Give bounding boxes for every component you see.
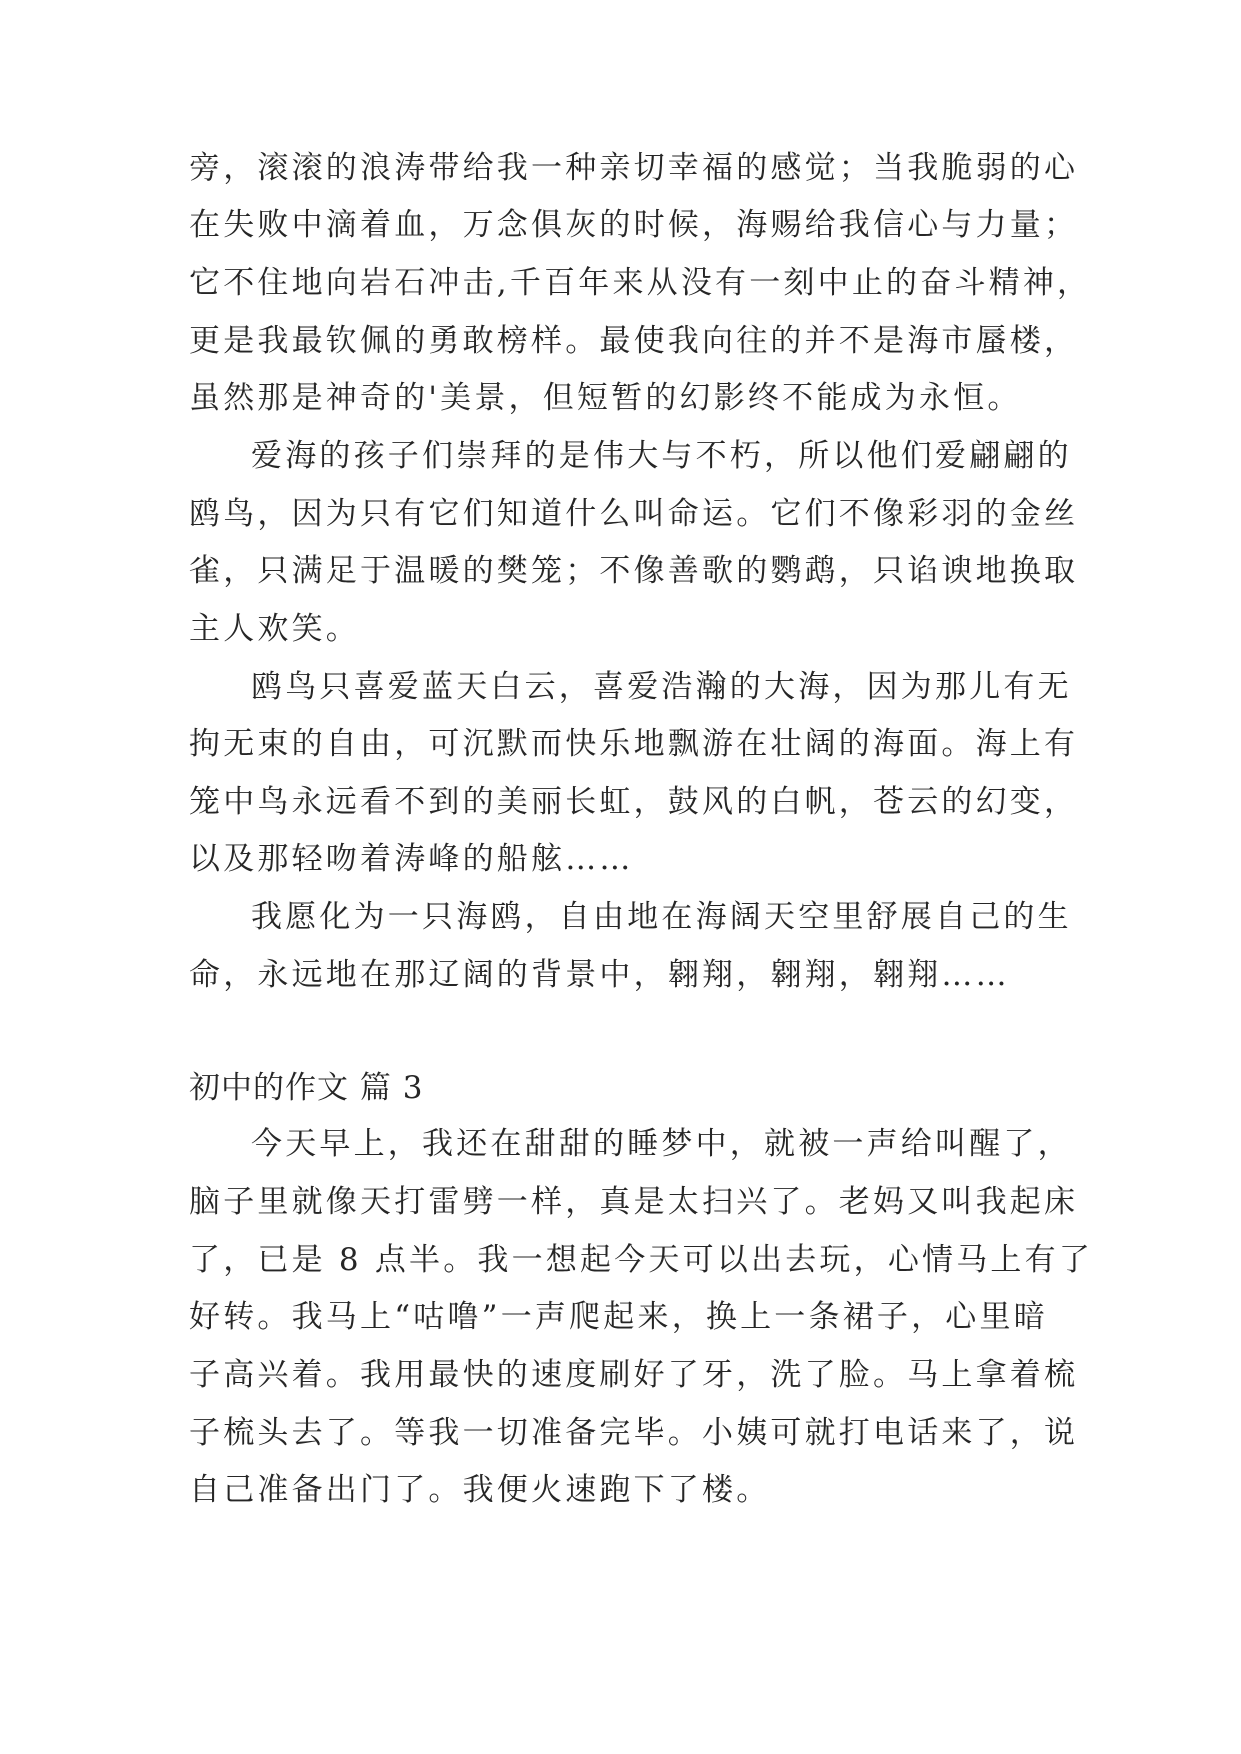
text-line: 笼中鸟永远看不到的美丽长虹，鼓风的白帆，苍云的幻变， xyxy=(189,784,1079,820)
text-line: 虽然那是神奇的'美景，但短暂的幻影终不能成为永恒。 xyxy=(189,380,1022,416)
text-line: 鸥鸟只喜爱蓝天白云，喜爱浩瀚的大海，因为那儿有无 xyxy=(251,669,1072,705)
text-line: 好转。我马上“咕噜”一声爬起来，换上一条裙子，心里暗 xyxy=(189,1299,1048,1335)
text-line: 旁，滚滚的浪涛带给我一种亲切幸福的感觉；当我脆弱的心 xyxy=(189,150,1079,186)
text-line: 拘无束的自由，可沉默而快乐地飘游在壮阔的海面。海上有 xyxy=(189,726,1079,762)
text-line: 以及那轻吻着涛峰的船舷…… xyxy=(189,841,634,877)
text-line: 它不住地向岩石冲击,千百年来从没有一刻中止的奋斗精神， xyxy=(189,265,1092,301)
text-line: 雀，只满足于温暖的樊笼；不像善歌的鹦鹉，只谄谀地换取 xyxy=(189,553,1079,589)
text-line: 主人欢笑。 xyxy=(189,611,360,647)
text-line: 爱海的孩子们崇拜的是伟大与不朽，所以他们爱翩翩的 xyxy=(251,438,1072,474)
text-line: 了，已是 8 点半。我一想起今天可以出去玩，心情马上有了 xyxy=(189,1242,1094,1278)
text-line: 自己准备出门了。我便火速跑下了楼。 xyxy=(189,1472,771,1508)
text-line: 子梳头去了。等我一切准备完毕。小姨可就打电话来了，说 xyxy=(189,1415,1079,1451)
text-line: 今天早上，我还在甜甜的睡梦中，就被一声给叫醒了， xyxy=(251,1126,1072,1162)
text-line: 脑子里就像天打雷劈一样，真是太扫兴了。老妈又叫我起床 xyxy=(189,1184,1079,1220)
text-line: 子高兴着。我用最快的速度刷好了牙，洗了脸。马上拿着梳 xyxy=(189,1357,1079,1393)
text-line: 更是我最钦佩的勇敢榜样。最使我向往的并不是海市蜃楼， xyxy=(189,323,1079,359)
text-line: 命，永远地在那辽阔的背景中，翱翔，翱翔，翱翔…… xyxy=(189,957,1010,993)
text-line: 在失败中滴着血，万念俱灰的时候，海赐给我信心与力量； xyxy=(189,207,1079,243)
text-line: 鸥鸟，因为只有它们知道什么叫命运。它们不像彩羽的金丝 xyxy=(189,496,1079,532)
essay-heading: 初中的作文 篇 3 xyxy=(189,1070,424,1106)
text-line: 我愿化为一只海鸥，自由地在海阔天空里舒展自己的生 xyxy=(251,899,1072,935)
